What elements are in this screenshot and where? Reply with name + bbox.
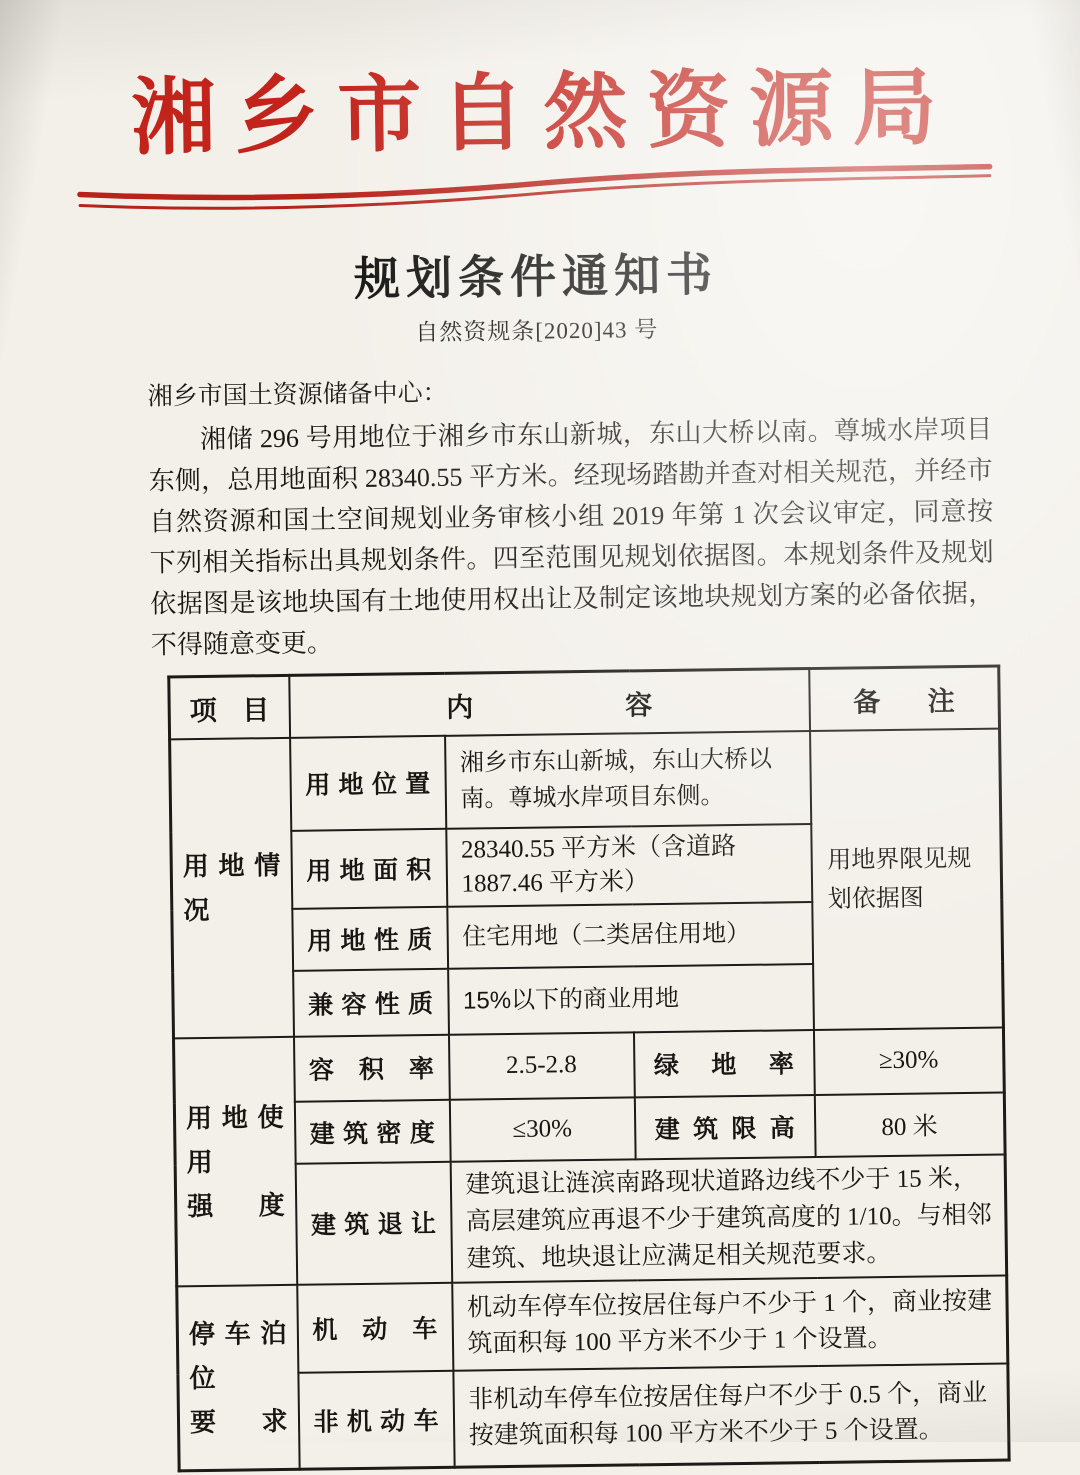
document-number: 自然资规条[2020]43 号	[415, 317, 659, 346]
setback-value: 建筑退让涟滨南路现状道路边线不少于 15 米，高层建筑应再退不少于建筑高度的 1/10。与相邻建筑、地块退让应满足相关规范要求。	[450, 1154, 1007, 1282]
parking-group-label-line1: 停车泊位	[188, 1318, 287, 1394]
table-row	[178, 1363, 1009, 1471]
header-item-cell	[169, 676, 290, 740]
land-location-label: 用地位置	[305, 770, 431, 801]
table-row	[170, 728, 1001, 832]
non-motor-vehicle-label: 非机动车	[313, 1407, 439, 1437]
setback-label-cell	[295, 1162, 452, 1285]
land-use-nature-value: 住宅用地（二类居住用地）	[447, 902, 813, 969]
body-paragraph: 湘储 296 号用地位于湘乡市东山新城，东山大桥以南。尊城水岸项目东侧，总用地面积 28340.55 平方米。经现场踏勘并查对相关规范，并经市自然资源和国土空间规划业务审核小组 2019 年第 1 次会议审定，同意按下列相关指标出具规划条件。四至范围见规划依据图。本规划条件及规划依据图是该地块国有土地使用权出让及制定该地块规划方案的必备依据，不得随意变更。	[148, 415, 995, 661]
land-area-label-cell	[291, 829, 447, 909]
plot-ratio-value: 2.5-2.8	[448, 1032, 634, 1099]
land-area-label: 用地面积	[306, 855, 432, 886]
compatible-nature-label: 兼容性质	[307, 989, 434, 1020]
table-row	[174, 1027, 1005, 1103]
non-motor-vehicle-value: 非机动车停车位按居住每户不少于 0.5 个，商业按建筑面积每 100 平方米不少于 5 个设置。	[453, 1363, 1009, 1467]
plot-ratio-label: 容积率	[308, 1055, 435, 1086]
header-remark-cell	[809, 666, 1000, 730]
header-item-label: 项目	[189, 694, 270, 726]
document-title: 规划条件通知书	[353, 248, 719, 306]
green-rate-label: 绿地率	[653, 1050, 795, 1081]
letter-body-block	[147, 366, 995, 666]
green-rate-value: ≥30%	[813, 1027, 1004, 1094]
motor-vehicle-label: 机动车	[312, 1314, 438, 1345]
intensity-group-label-line2: 强度	[187, 1189, 285, 1222]
green-rate-label-cell	[633, 1030, 814, 1097]
red-divider-line	[77, 159, 993, 213]
table-row	[174, 1092, 1005, 1165]
land-location-value: 湘乡市东山新城，东山大桥以南。尊城水岸项目东侧。	[445, 731, 811, 829]
motor-vehicle-value: 机动车停车位按居住每户不少于 1 个，商业按建筑面积每 100 平方米不少于 1 个设置。	[452, 1275, 1008, 1370]
building-density-label-cell	[294, 1100, 450, 1164]
header-content-label: 内容	[446, 689, 653, 723]
building-density-value: ≤30%	[449, 1097, 635, 1161]
setback-label: 建筑退让	[310, 1210, 437, 1241]
compatible-nature-value: 15%以下的商业用地	[448, 964, 814, 1035]
intensity-group-label-line1: 用地使用	[185, 1101, 284, 1178]
height-limit-label-cell	[634, 1095, 815, 1159]
header-remark-label: 备注	[852, 685, 955, 718]
land-use-nature-label-cell	[292, 907, 448, 971]
table-row	[175, 1154, 1007, 1286]
agency-letterhead-title: 湘乡市自然资源局	[130, 62, 957, 166]
plot-ratio-label-cell	[293, 1035, 449, 1102]
land-area-value: 28340.55 平方米（含道路 1887.46 平方米）	[446, 824, 812, 907]
table-row	[177, 1275, 1008, 1374]
parking-group-cell	[177, 1285, 299, 1472]
header-content-cell	[289, 669, 810, 738]
compatible-nature-label-cell	[293, 969, 449, 1037]
height-limit-value: 80 米	[814, 1092, 1005, 1156]
land-info-group-cell	[170, 738, 294, 1039]
table-header-row	[169, 666, 1000, 739]
intensity-group-cell	[174, 1037, 297, 1287]
addressee-line: 湘乡市国土资源储备中心：	[147, 380, 448, 412]
non-motor-vehicle-label-cell	[298, 1371, 454, 1470]
motor-vehicle-label-cell	[297, 1283, 453, 1373]
height-limit-label: 建筑限高	[654, 1114, 795, 1145]
land-info-remark: 用地界限见规划依据图	[810, 728, 1004, 1029]
building-density-label: 建筑密度	[309, 1118, 435, 1149]
land-info-group-label: 用地情况	[182, 850, 281, 926]
planning-conditions-table	[167, 665, 1010, 1473]
parking-group-label-line2: 要求	[189, 1406, 288, 1438]
land-use-nature-label: 用地性质	[307, 925, 433, 956]
land-location-label-cell	[290, 736, 446, 831]
